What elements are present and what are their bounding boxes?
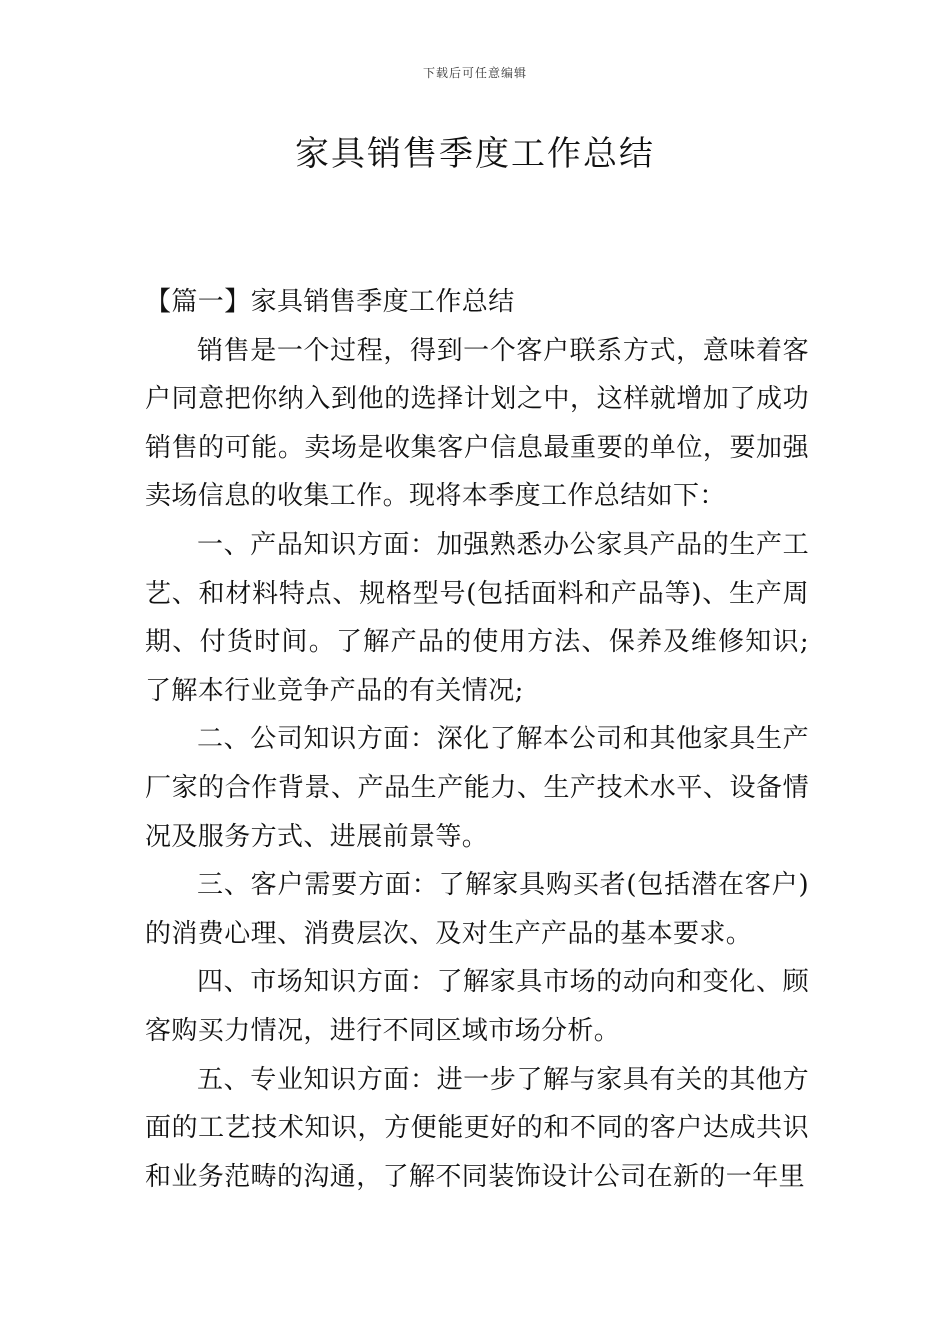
paragraph-professional-knowledge: 五、专业知识方面：进一步了解与家具有关的其他方面的工艺技术知识，方便能更好的和不同的客户达成共识和业务范畴的沟通，了解不同装饰设计公司在新的一年里 xyxy=(145,1064,809,1192)
section-heading: 【篇一】家具销售季度工作总结 xyxy=(145,287,515,317)
paragraph-company-knowledge: 二、公司知识方面：深化了解本公司和其他家具生产厂家的合作背景、产品生产能力、生产技术水平、设备情况及服务方式、进展前景等。 xyxy=(145,724,809,852)
paragraph-product-knowledge: 一、产品知识方面：加强熟悉办公家具产品的生产工艺、和材料特点、规格型号(包括面料和产品等)、生产周期、付货时间。了解产品的使用方法、保养及维修知识;了解本行业竞争产品的有关情况; xyxy=(145,529,809,706)
document-body xyxy=(145,278,809,1201)
paragraph-market-knowledge: 四、市场知识方面：了解家具市场的动向和变化、顾客购买力情况，进行不同区域市场分析。 xyxy=(145,967,809,1046)
document-title: 家具销售季度工作总结 xyxy=(295,134,655,174)
paragraph-intro: 销售是一个过程，得到一个客户联系方式，意味着客户同意把你纳入到他的选择计划之中，这样就增加了成功销售的可能。卖场是收集客户信息最重要的单位，要加强卖场信息的收集工作。现将本季度工作总结如下： xyxy=(145,335,809,512)
header-note: 下载后可任意编辑 xyxy=(422,66,527,80)
paragraph-customer-needs: 三、客户需要方面：了解家具购买者(包括潜在客户)的消费心理、消费层次、及对生产产品的基本要求。 xyxy=(145,870,809,949)
